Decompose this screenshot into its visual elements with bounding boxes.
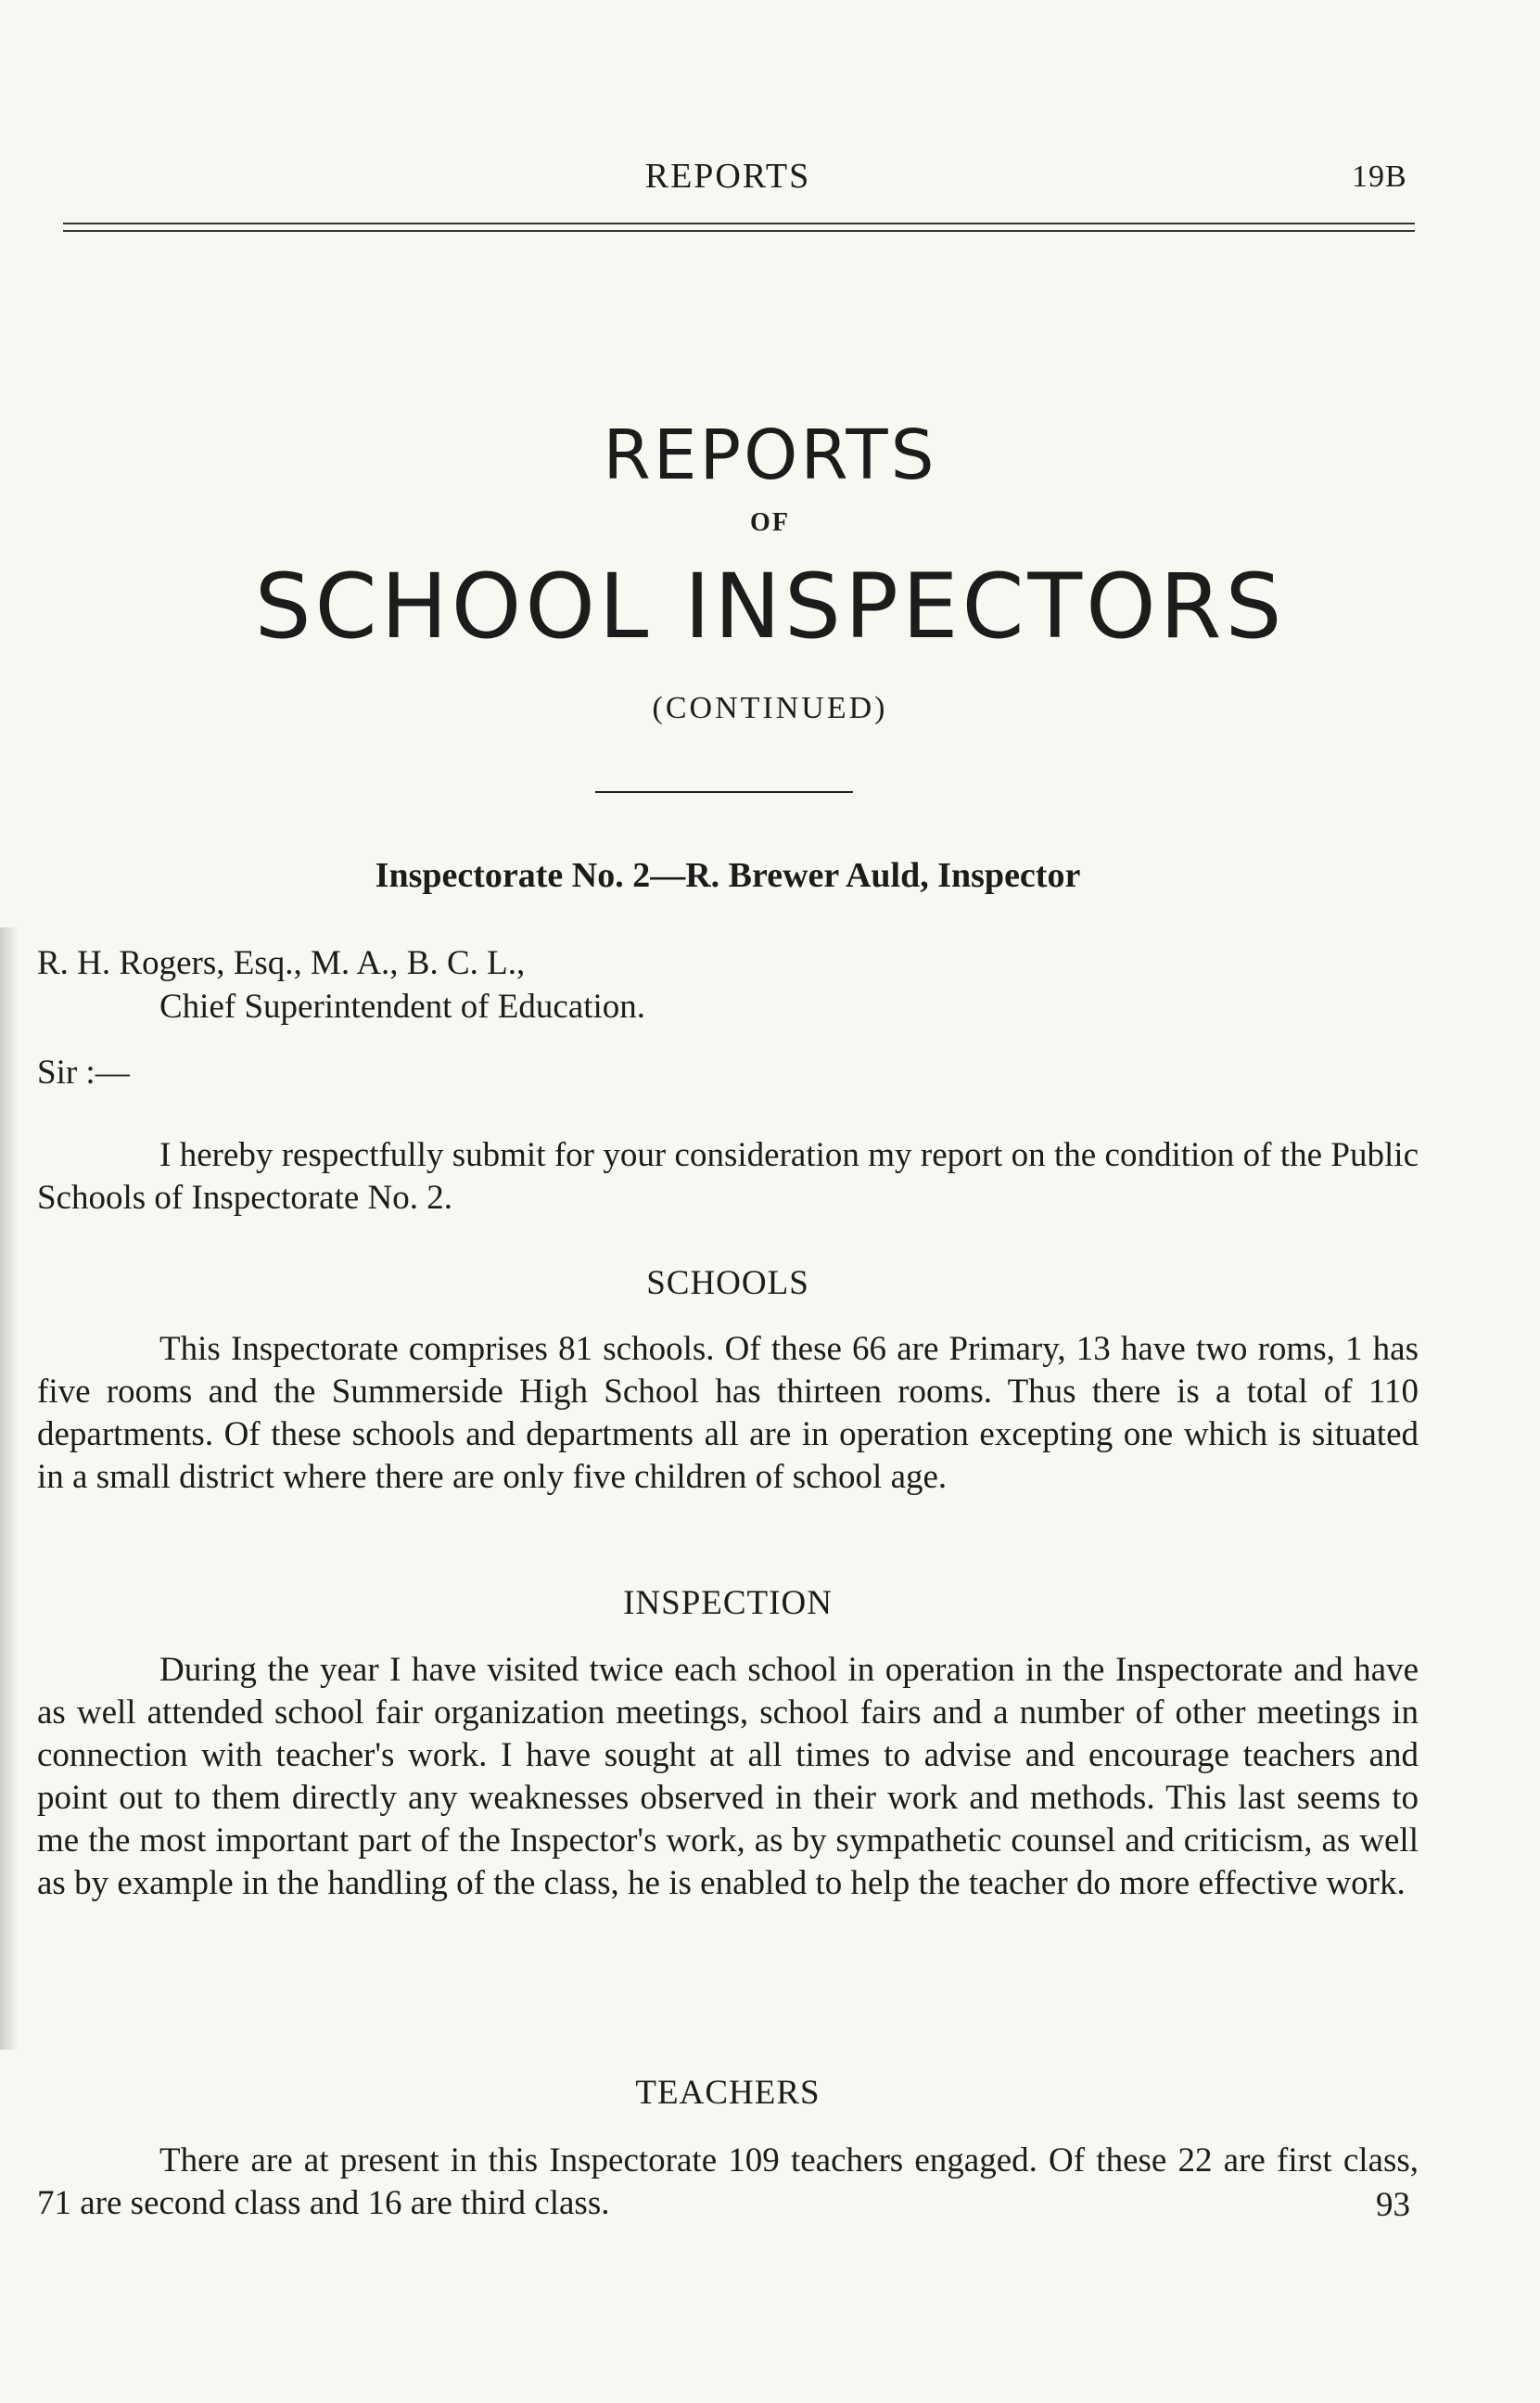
section-text-inspection: During the year I have visited twice each school in operation in the Inspectorate and have as well attended school fair organization meetings, school fairs and a number of other meetings in connection with teacher's work. I have sought at all times to advise and encourage teachers and point out to them directly any weaknesses observed in their work and methods. This last seems to me the most important part of the Inspector's work, as by sympathetic counsel and criticism, as well as by example in the handling of the class, he is enabled to help the teacher do more effective work. bbox=[37, 1651, 1419, 1902]
section-heading-schools: SCHOOLS bbox=[646, 1264, 809, 1302]
section-text-teachers: There are at present in this Inspectorate 109 teachers engaged. Of these 22 are first class, 71 are second class and 16 are third class. bbox=[37, 2141, 1419, 2222]
section-text-schools: This Inspectorate comprises 81 schools. Of these 66 are Primary, 13 have two roms, 1 has five rooms and the Summerside High School has thirteen rooms. Thus there is a total of 110 departments. Of these schools and departments all are in operation excepting one which is situated in a small district where there are only five children of school age. bbox=[37, 1330, 1419, 1496]
title-rule bbox=[595, 791, 853, 793]
intro-paragraph: I hereby respectfully submit for your consideration my report on the condition of the Public Schools of Inspectorate No. 2. bbox=[37, 1136, 1419, 1217]
title-school-inspectors: SCHOOL INSPECTORS bbox=[254, 555, 1286, 658]
bottom-page-number: 93 bbox=[1376, 2186, 1410, 2224]
salutation: Sir :— bbox=[37, 1054, 130, 1092]
title-continued: (CONTINUED) bbox=[652, 691, 888, 725]
main-title: REPORTS bbox=[603, 415, 937, 495]
title-of: OF bbox=[750, 508, 790, 537]
running-head-title: REPORTS bbox=[644, 157, 811, 196]
address-line-2: Chief Superintendent of Education. bbox=[159, 988, 646, 1026]
address-line-1: R. H. Rogers, Esq., M. A., B. C. L., bbox=[37, 944, 526, 982]
page-number: 19B bbox=[1352, 160, 1407, 194]
section-heading-inspection: INSPECTION bbox=[623, 1584, 833, 1622]
header-rule-top bbox=[63, 223, 1415, 224]
running-head bbox=[0, 156, 1540, 202]
section-heading-teachers: TEACHERS bbox=[635, 2074, 821, 2112]
binding-shadow bbox=[0, 927, 19, 2050]
header-rule-bottom bbox=[63, 230, 1415, 232]
inspectorate-heading: Inspectorate No. 2—R. Brewer Auld, Inspector bbox=[375, 856, 1081, 895]
